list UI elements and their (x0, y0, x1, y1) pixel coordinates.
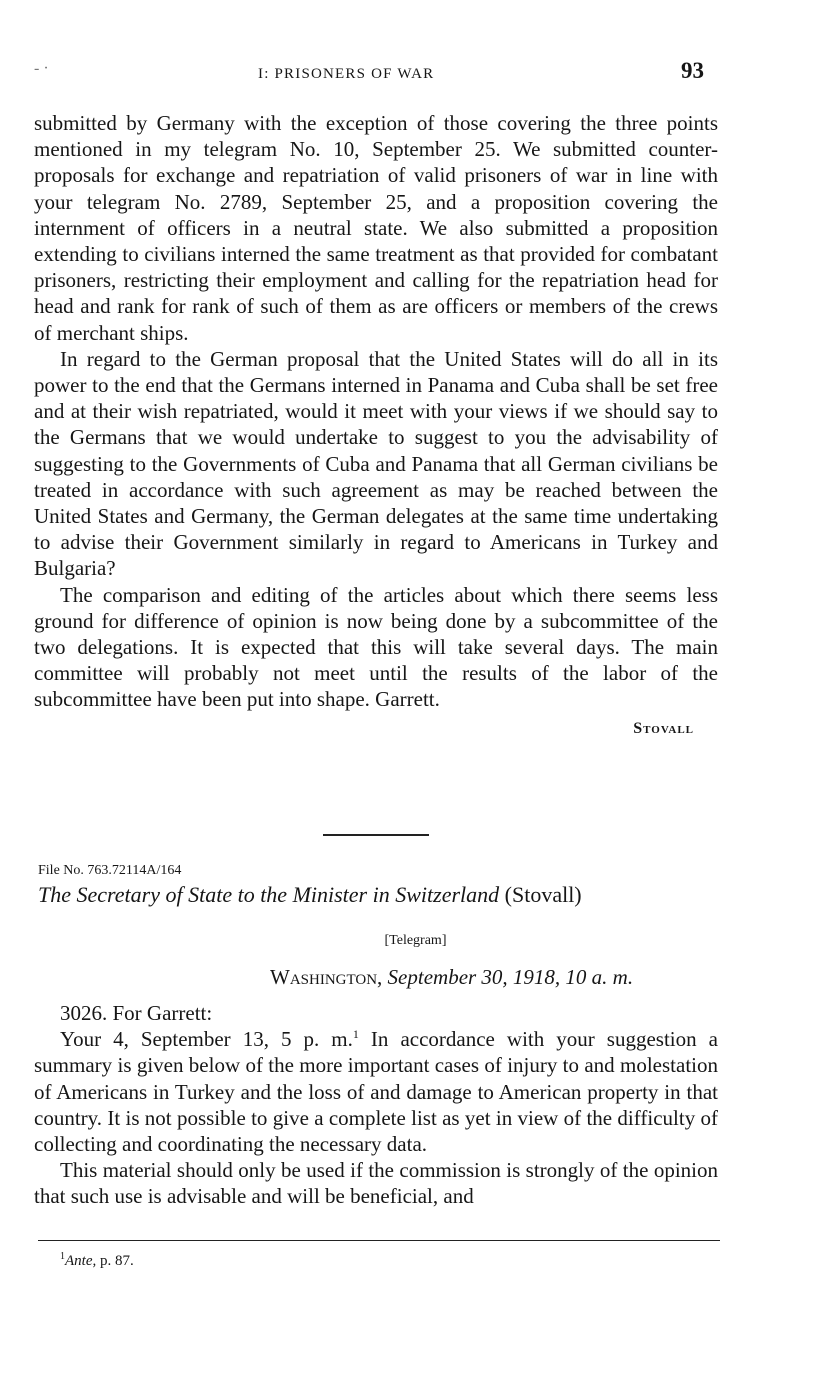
stray-print-mark: - · (34, 60, 49, 77)
footnote-page: p. 87. (96, 1253, 134, 1269)
dateline (270, 965, 633, 990)
paragraph-text: In accordance with your suggestion a summary is given below of the more important cases of injury to and molestation of Americans in Turkey and the loss of and damage to American property in that country. It is not possible to give a complete list as yet in view of the difficulty of collecting and coordinating the necessary data. (34, 1027, 718, 1157)
running-head (0, 58, 831, 88)
footnote-marker[interactable]: 1 (352, 1027, 359, 1042)
paragraph: This material should only be used if the commission is strongly of the opinion that such use is advisable and will be beneficial, and (34, 1158, 718, 1209)
paragraph: submitted by Germany with the exception of those covering the three points mentioned in my telegram No. 10, September 25. We submitted counter-proposals for exchange and repatriation of valid prisoners of war in line with your telegram No. 2789, September 25, and a proposition covering the internment of officers in a neutral state. We also submitted a proposition extending to civilians interned the same treatment as that provided for combatant prisoners, restricting their employment and calling for the repatriation head for head and rank for rank of such of them as are officers or members of the crews of merchant ships. (34, 111, 718, 345)
paragraph-with-footnote (34, 1026, 718, 1157)
running-title: I: PRISONERS OF WAR (258, 66, 435, 82)
footnote (60, 1253, 134, 1270)
paragraph: In regard to the German proposal that the United States will do all in its power to the end that the Germans interned in Panama and Cuba shall be set free and at their wish repatriated, would it meet with your views if we should say to the Germans that we would undertake to suggest to you the advisability of suggesting to the Governments of Cuba and Panama that all German civilians be treated in accordance with such agreement as may be reached between the United States and Germany, the German delegates at the same time undertaking to advise their Government similarly in regard to Americans in Turkey and Bulgaria? (34, 346, 718, 581)
signature: Stovall (633, 719, 694, 737)
paragraph: 3026. For Garrett: (60, 1001, 213, 1025)
telegram-body (34, 1000, 718, 1210)
document-title-recipient: (Stovall) (504, 882, 582, 907)
section-divider (323, 834, 429, 836)
footnote-ref: Ante, (65, 1253, 97, 1269)
document-type: [Telegram] (384, 933, 447, 948)
dateline-place: Washington, (270, 965, 383, 989)
document-title (38, 882, 714, 908)
footnote-rule (38, 1240, 720, 1241)
file-number: File No. 763.72114A/164 (38, 863, 182, 878)
footnote-number: 1 (60, 1251, 65, 1262)
document-title-text: The Secretary of State to the Minister in Switzerland (38, 882, 500, 907)
dateline-date: September 30, 1918, 10 a. m. (387, 965, 634, 989)
letter-continuation (34, 110, 718, 742)
paragraph-text: Your 4, September 13, 5 p. m. (60, 1027, 353, 1052)
page-number: 93 (681, 58, 704, 83)
paragraph: The comparison and editing of the articles about which there seems less ground for difference of opinion is now being done by a subcommittee of the two delegations. It is expected that this will take several days. The main committee will probably not meet until the results of the labor of the subcommittee have been put into shape. Garrett. (34, 582, 718, 712)
